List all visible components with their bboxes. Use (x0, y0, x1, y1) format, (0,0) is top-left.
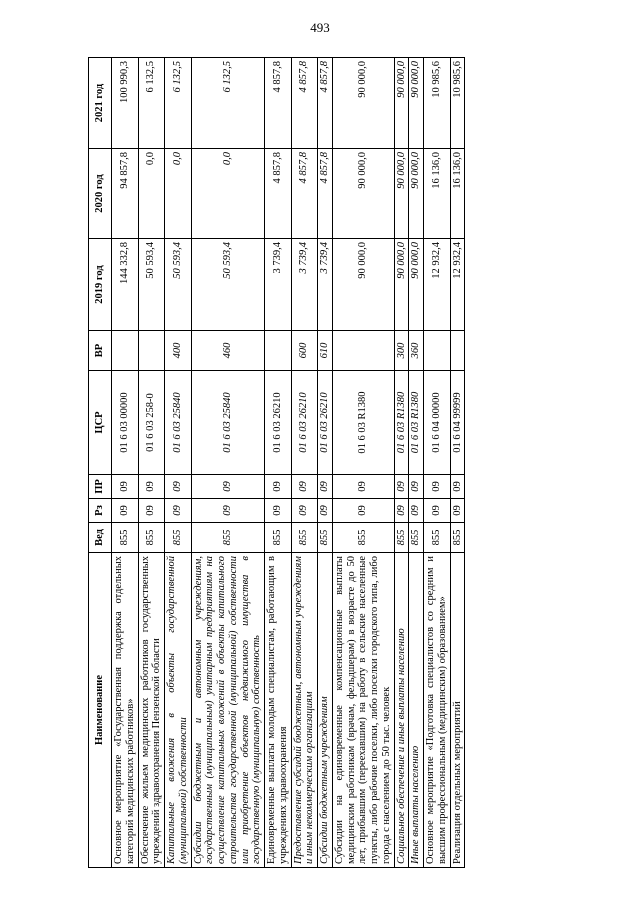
cell-ved: 855 (332, 523, 394, 553)
cell-rz: 09 (165, 499, 192, 523)
cell-vr (138, 331, 165, 371)
cell-name: Субсидии бюджетным учреждениям (318, 553, 333, 868)
cell-2019: 3 739,4 (291, 239, 318, 331)
cell-pr: 09 (394, 475, 409, 499)
cell-vr (332, 331, 394, 371)
cell-name: Иные выплаты населению (409, 553, 424, 868)
cell-2021: 6 132,5 (165, 58, 192, 149)
cell-csr: 01 6 04 00000 (424, 371, 451, 475)
table-row (265, 58, 292, 868)
table-row (409, 58, 424, 868)
table-row (424, 58, 451, 868)
header-2020: 2020 год (89, 149, 112, 239)
cell-2020: 4 857,8 (318, 149, 333, 239)
cell-pr: 09 (165, 475, 192, 499)
cell-ved: 855 (291, 523, 318, 553)
cell-ved: 855 (138, 523, 165, 553)
table-row (291, 58, 318, 868)
header-2021: 2021 год (89, 58, 112, 149)
cell-csr: 01 6 03 R1380 (409, 371, 424, 475)
cell-2019: 144 332,8 (112, 239, 139, 331)
cell-ved: 855 (318, 523, 333, 553)
cell-pr: 09 (450, 475, 465, 499)
page-number: 493 (310, 20, 330, 35)
cell-2020: 90 000,0 (409, 149, 424, 239)
cell-vr (424, 331, 451, 371)
cell-2020: 4 857,8 (265, 149, 292, 239)
cell-csr: 01 6 03 26210 (265, 371, 292, 475)
cell-2020: 0,0 (165, 149, 192, 239)
cell-vr: 460 (191, 331, 265, 371)
cell-2019: 12 932,4 (450, 239, 465, 331)
cell-pr: 09 (291, 475, 318, 499)
cell-rz: 09 (450, 499, 465, 523)
cell-csr: 01 6 03 R1380 (332, 371, 394, 475)
cell-2021: 4 857,8 (265, 58, 292, 149)
cell-csr: 01 6 03 258-0 (138, 371, 165, 475)
header-ved: Вед (89, 523, 112, 553)
cell-name: Основное мероприятие «Государственная поддержка отдельных категорий медицинских работников» (112, 553, 139, 868)
cell-name: Субсидии на единовременные компенсационные выплаты медицинским работникам (врачам, фельдшерам) в возрасте до 50 лет, прибывшим (переехавшим) на работу в сельские населенные пункты, либо рабочие поселки, либо поселки городского типа, либо города с населением до 50 тыс. человек (332, 553, 394, 868)
table-row (394, 58, 409, 868)
table-row (112, 58, 139, 868)
cell-2021: 90 000,0 (394, 58, 409, 149)
cell-ved: 855 (424, 523, 451, 553)
cell-vr: 600 (291, 331, 318, 371)
cell-csr: 01 6 03 25840 (191, 371, 265, 475)
cell-csr: 01 6 03 R1380 (394, 371, 409, 475)
cell-pr: 09 (318, 475, 333, 499)
table-row (318, 58, 333, 868)
table-row (332, 58, 394, 868)
cell-name: Единовременные выплаты молодым специалистам, работающим в учреждениях здравоохранения (265, 553, 292, 868)
cell-2020: 0,0 (191, 149, 265, 239)
cell-2019: 3 739,4 (265, 239, 292, 331)
cell-2019: 90 000,0 (409, 239, 424, 331)
cell-csr: 01 6 03 26210 (291, 371, 318, 475)
cell-csr: 01 6 03 25840 (165, 371, 192, 475)
cell-pr: 09 (332, 475, 394, 499)
cell-vr: 300 (394, 331, 409, 371)
header-pr: ПР (89, 475, 112, 499)
rotated-table-container (88, 58, 550, 868)
cell-vr (112, 331, 139, 371)
cell-vr (450, 331, 465, 371)
cell-ved: 855 (265, 523, 292, 553)
cell-rz: 09 (424, 499, 451, 523)
cell-2021: 100 990,3 (112, 58, 139, 149)
cell-2021: 10 985,6 (424, 58, 451, 149)
cell-2020: 90 000,0 (394, 149, 409, 239)
cell-rz: 09 (318, 499, 333, 523)
cell-pr: 09 (424, 475, 451, 499)
cell-pr: 09 (265, 475, 292, 499)
cell-name: Реализация отдельных мероприятий (450, 553, 465, 868)
budget-table (88, 57, 465, 868)
cell-name: Субсидии бюджетным и автономным учреждениям, государственным (муниципальным) унитарным предприятиям на осуществление капитальных вложений в объекты капитального строительства государственной (муниципальной) собственности или приобретение объектов недвижимого имущества в государственную (муниципальную) собственность (191, 553, 265, 868)
cell-name: Предоставление субсидий бюджетным, автономным учреждениям и иным некоммерческим организациям (291, 553, 318, 868)
cell-rz: 09 (409, 499, 424, 523)
cell-2020: 90 000,0 (332, 149, 394, 239)
cell-ved: 855 (409, 523, 424, 553)
cell-csr: 01 6 04 99999 (450, 371, 465, 475)
cell-ved: 855 (394, 523, 409, 553)
cell-vr: 360 (409, 331, 424, 371)
cell-rz: 09 (265, 499, 292, 523)
cell-rz: 09 (138, 499, 165, 523)
cell-rz: 09 (112, 499, 139, 523)
table-row (191, 58, 265, 868)
cell-name: Основное мероприятие «Подготовка специалистов со средним и высшим профессиональным (медицинским) образованием» (424, 553, 451, 868)
cell-rz: 09 (394, 499, 409, 523)
cell-rz: 09 (191, 499, 265, 523)
cell-2021: 6 132,5 (138, 58, 165, 149)
cell-2020: 4 857,8 (291, 149, 318, 239)
cell-vr: 400 (165, 331, 192, 371)
table-row (165, 58, 192, 868)
cell-2020: 16 136,0 (424, 149, 451, 239)
cell-2019: 90 000,0 (332, 239, 394, 331)
cell-name: Капитальные вложения в объекты государственной (муниципальной) собственности (165, 553, 192, 868)
header-csr: ЦСР (89, 371, 112, 475)
header-name: Наименование (89, 553, 112, 868)
cell-vr: 610 (318, 331, 333, 371)
cell-ved: 855 (112, 523, 139, 553)
cell-2021: 4 857,8 (318, 58, 333, 149)
cell-2019: 50 593,4 (191, 239, 265, 331)
cell-2019: 50 593,4 (165, 239, 192, 331)
header-rz: Рз (89, 499, 112, 523)
cell-2019: 3 739,4 (318, 239, 333, 331)
cell-2020: 0,0 (138, 149, 165, 239)
cell-rz: 09 (332, 499, 394, 523)
table-row (138, 58, 165, 868)
cell-name: Обеспечение жильем медицинских работников государственных учреждений здравоохранения Пензенской области (138, 553, 165, 868)
header-vr: ВР (89, 331, 112, 371)
cell-ved: 855 (450, 523, 465, 553)
cell-rz: 09 (291, 499, 318, 523)
cell-2019: 90 000,0 (394, 239, 409, 331)
cell-2020: 94 857,8 (112, 149, 139, 239)
cell-pr: 09 (112, 475, 139, 499)
cell-2020: 16 136,0 (450, 149, 465, 239)
cell-pr: 09 (409, 475, 424, 499)
cell-pr: 09 (191, 475, 265, 499)
cell-name: Социальное обеспечение и иные выплаты населению (394, 553, 409, 868)
cell-2019: 12 932,4 (424, 239, 451, 331)
cell-2021: 90 000,0 (332, 58, 394, 149)
cell-2021: 10 985,6 (450, 58, 465, 149)
cell-csr: 01 6 03 00000 (112, 371, 139, 475)
cell-ved: 855 (191, 523, 265, 553)
cell-2019: 50 593,4 (138, 239, 165, 331)
cell-ved: 855 (165, 523, 192, 553)
table-row (450, 58, 465, 868)
cell-2021: 90 000,0 (409, 58, 424, 149)
table-body (112, 58, 465, 868)
cell-2021: 6 132,5 (191, 58, 265, 149)
cell-pr: 09 (138, 475, 165, 499)
cell-2021: 4 857,8 (291, 58, 318, 149)
table-header-row (89, 58, 112, 868)
header-2019: 2019 год (89, 239, 112, 331)
cell-vr (265, 331, 292, 371)
cell-csr: 01 6 03 26210 (318, 371, 333, 475)
